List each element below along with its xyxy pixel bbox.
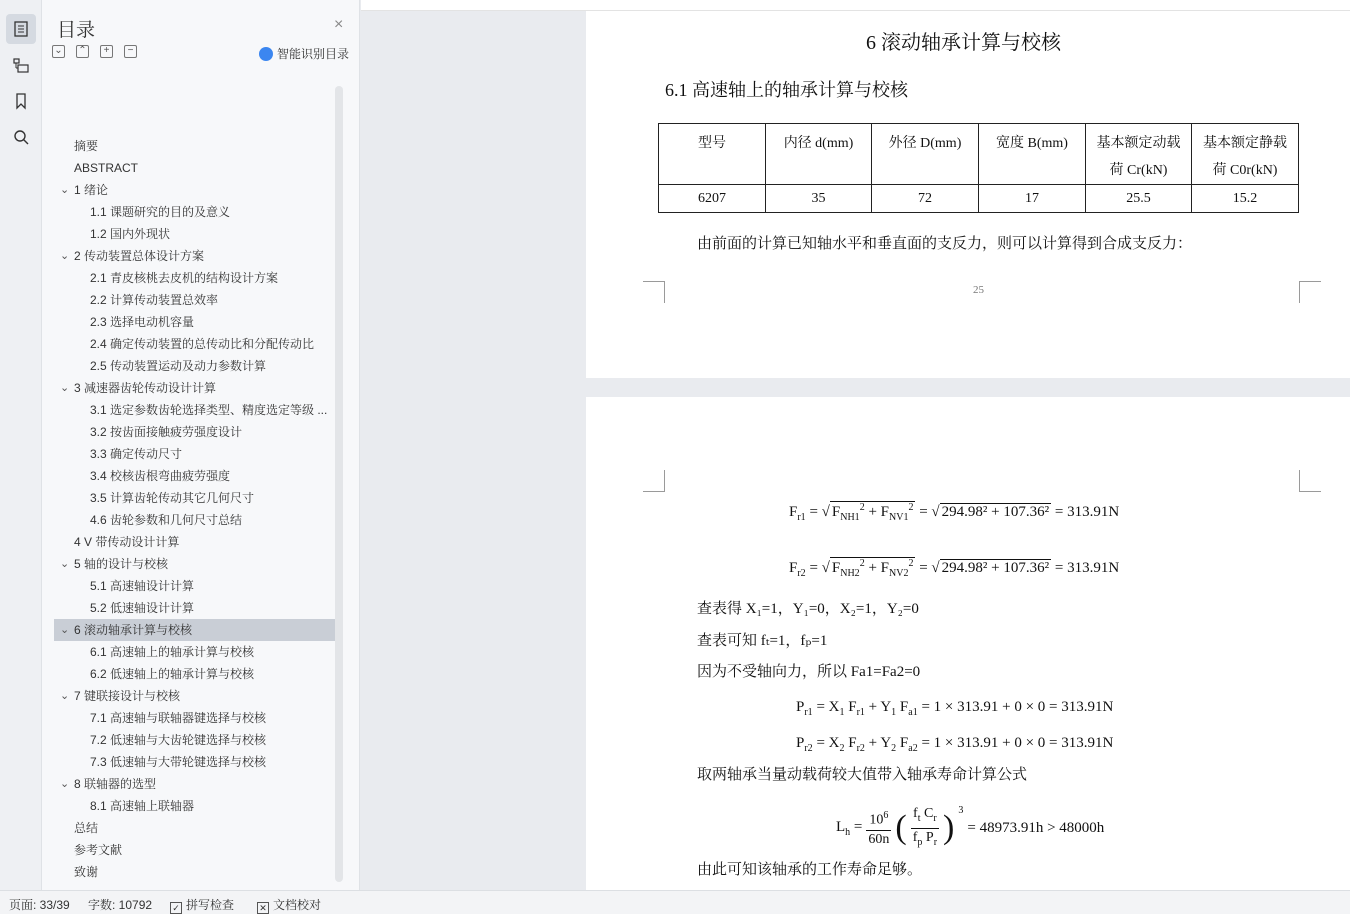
toc-item-label: 7.3 低速轴与大带轮键选择与校核 (90, 755, 267, 769)
toc-item[interactable] (54, 223, 335, 245)
page-number: 25 (973, 284, 984, 296)
chevron-down-icon[interactable]: ⌄ (60, 690, 70, 702)
outline-icon[interactable] (6, 50, 36, 80)
toc-item[interactable] (54, 399, 335, 421)
equation-life: $L_h$ = $\frac{10^6}{60n}$ ( $f_t$ $C_r$ $f_p$ $P_r$ ) $^3$ = 48973.91h > 48000h (836, 805, 1104, 852)
toc-item-label: 1 绪论 (74, 183, 109, 197)
toc-item[interactable] (54, 311, 335, 333)
toc-item-label: 2.1 青皮核桃去皮机的结构设计方案 (90, 271, 279, 285)
document-view (361, 0, 1350, 890)
toc-item[interactable] (54, 157, 335, 179)
bearing-table (658, 123, 1299, 213)
chevron-down-icon[interactable]: ⌄ (60, 184, 70, 196)
toc-item-label: 2.5 传动装置运动及动力参数计算 (90, 359, 267, 373)
page-26 (586, 397, 1350, 890)
toc-item-label: 7.1 高速轴与联轴器键选择与校核 (90, 711, 267, 725)
table-header: 外径 D(mm) (872, 124, 979, 185)
chevron-down-icon[interactable]: ⌄ (60, 624, 70, 636)
paragraph: 由前面的计算已知轴水平和垂直面的支反力，则可以计算得到合成支反力： (697, 235, 1193, 252)
equation-result: = 48973.91h > 48000h (967, 819, 1105, 836)
word-count[interactable]: 字数: 10792 (88, 898, 153, 912)
table-cell: 6207 (659, 185, 766, 213)
toc-list (54, 135, 335, 883)
toc-item[interactable] (54, 355, 335, 377)
equation-numbers: 294.98² + 107.36² (941, 504, 1050, 520)
paragraph: 由此可知该轴承的工作寿命足够。 (697, 862, 923, 878)
page-corner-mark (643, 470, 665, 492)
toc-item-label: 3.3 确定传动尺寸 (90, 447, 183, 461)
page-corner-mark (1299, 281, 1321, 303)
toc-item-label: 致谢 (74, 865, 99, 879)
page-indicator[interactable]: 页面: 33/39 (9, 898, 70, 912)
toc-item-label: 6.2 低速轴上的轴承计算与校核 (90, 667, 255, 681)
equation-pr2: $P_{r2} = X_2$ $F_{r2} + Y_2$ $F_{a2} = 1 \times 313.91 + 0 \times 0 = 313.91N$ (796, 735, 1114, 754)
collapse-all-icon[interactable]: ⌄ (52, 45, 65, 58)
toc-item[interactable] (54, 421, 335, 443)
toc-item-label: 2.4 确定传动装置的总传动比和分配传动比 (90, 337, 315, 351)
toc-item-label: 7 键联接设计与校核 (74, 689, 181, 703)
toc-item[interactable] (54, 465, 335, 487)
table-header: 宽度 B(mm) (979, 124, 1086, 185)
table-cell: 17 (979, 185, 1086, 213)
toc-item[interactable] (54, 289, 335, 311)
proofread-button[interactable] (257, 896, 321, 914)
toc-item-label: 2 传动装置总体设计方案 (74, 249, 205, 263)
toc-item-label: 3.2 按齿面接触疲劳强度设计 (90, 425, 243, 439)
toc-item[interactable] (54, 135, 335, 157)
toc-item-label: 参考文献 (74, 843, 123, 857)
equation-result: = 313.91N (1054, 504, 1120, 520)
toc-item-label: ABSTRACT (74, 161, 139, 175)
table-cell: 25.5 (1086, 185, 1192, 213)
smart-toc-button[interactable] (259, 45, 349, 62)
table-cell: 15.2 (1192, 185, 1299, 213)
equation-fr1: $F_{r1}$ = √ $F_{NH1}^2 + F_{NV1}^2$ = √ 294.98² + 107.36² = 313.91N (789, 502, 1120, 523)
remove-heading-icon[interactable]: − (124, 45, 137, 58)
spell-check-button[interactable] (170, 896, 234, 914)
toc-item-label: 5.1 高速轴设计计算 (90, 579, 195, 593)
previous-page-edge (361, 0, 1350, 11)
chevron-down-icon[interactable]: ⌄ (60, 558, 70, 570)
chevron-down-icon[interactable]: ⌄ (60, 382, 70, 394)
table-header: 型号 (659, 124, 766, 185)
side-rail (0, 0, 42, 890)
toc-panel (42, 0, 360, 890)
page-corner-mark (643, 281, 665, 303)
toc-item-label: 1.1 课题研究的目的及意义 (90, 205, 231, 219)
toc-item[interactable] (54, 509, 335, 531)
toc-item-label: 7.2 低速轴与大齿轮键选择与校核 (90, 733, 267, 747)
toc-title: 目录 (57, 20, 96, 41)
check-icon: ✓ (170, 902, 182, 914)
status-bar (0, 890, 1350, 914)
search-icon[interactable] (6, 122, 36, 152)
toc-item-label: 2.3 选择电动机容量 (90, 315, 195, 329)
equation-result: = 313.91N (1054, 560, 1120, 576)
toc-item[interactable] (54, 179, 335, 201)
toc-item[interactable] (54, 707, 335, 729)
toc-item-label: 5.2 低速轴设计计算 (90, 601, 195, 615)
equation-pr1: $P_{r1} = X_1$ $F_{r1} + Y_1$ $F_{a1} = 1 \times 313.91 + 0 \times 0 = 313.91N$ (796, 699, 1114, 718)
proofread-label: 文档校对 (273, 898, 322, 912)
chevron-down-icon[interactable]: ⌄ (60, 250, 70, 262)
paragraph: 取两轴承当量动载荷较大值带入轴承寿命计算公式 (697, 767, 1028, 783)
page-25 (586, 11, 1350, 378)
equation-result: = 1 × 313.91 + 0 × 0 = 313.91N (921, 699, 1114, 715)
toc-item-label: 3.5 计算齿轮传动其它几何尺寸 (90, 491, 255, 505)
smart-toc-label: 智能识别目录 (277, 47, 350, 61)
toc-item-label: 5 轴的设计与校核 (74, 557, 169, 571)
toc-item[interactable] (54, 619, 335, 641)
toc-item[interactable] (54, 641, 335, 663)
toc-item[interactable] (54, 773, 335, 795)
toc-item[interactable] (54, 663, 335, 685)
toc-item-label: 3.4 校核齿根弯曲疲劳强度 (90, 469, 231, 483)
paragraph: 查表得 X₁=1，Y₁=0，X₂=1，Y₂=0 (697, 601, 919, 617)
equation-numbers: 294.98² + 107.36² (941, 560, 1050, 576)
close-icon[interactable]: × (334, 16, 344, 33)
toc-item-label: 总结 (74, 821, 99, 835)
toc-item[interactable] (54, 333, 335, 355)
table-header: 基本额定静载荷 C0r(kN) (1192, 124, 1299, 185)
equation-fr2: $F_{r2}$ = √ $F_{NH2}^2 + F_{NV2}^2$ = √ 294.98² + 107.36² = 313.91N (789, 558, 1120, 579)
toc-item-label: 4 V 带传动设计计算 (74, 535, 180, 549)
toc-item[interactable] (54, 267, 335, 289)
table-header: 基本额定动载荷 Cr(kN) (1086, 124, 1192, 185)
toc-item[interactable] (54, 861, 335, 883)
section-heading: 6.1 高速轴上的轴承计算与校核 (665, 80, 908, 100)
toc-item[interactable] (54, 245, 335, 267)
toc-item[interactable] (54, 817, 335, 839)
paragraph: 因为不受轴向力，所以 Fa1=Fa2=0 (697, 664, 921, 680)
toc-item[interactable] (54, 201, 335, 223)
toc-item-label: 2.2 计算传动装置总效率 (90, 293, 219, 307)
table-cell: 72 (872, 185, 979, 213)
smart-toc-icon (259, 47, 273, 61)
toc-item[interactable] (54, 553, 335, 575)
toc-item-label: 8 联轴器的选型 (74, 777, 157, 791)
toc-item[interactable] (54, 575, 335, 597)
equation-result: = 1 × 313.91 + 0 × 0 = 313.91N (921, 735, 1114, 751)
chevron-down-icon[interactable]: ⌄ (60, 778, 70, 790)
proof-icon: ✕ (257, 902, 269, 914)
toc-item[interactable] (54, 443, 335, 465)
toc-item[interactable] (54, 487, 335, 509)
toc-panel-icon[interactable] (6, 14, 36, 44)
toc-item-label: 摘要 (74, 139, 99, 153)
paragraph: 查表可知 fₜ=1，fₚ=1 (697, 633, 828, 649)
toc-item[interactable] (54, 597, 335, 619)
toc-item-label: 4.6 齿轮参数和几何尺寸总结 (90, 513, 243, 527)
toc-item-label: 1.2 国内外现状 (90, 227, 171, 241)
table-cell: 35 (766, 185, 872, 213)
toc-item[interactable] (54, 531, 335, 553)
toc-item[interactable] (54, 751, 335, 773)
toc-item-label: 3.1 选定参数齿轮选择类型、精度选定等级 ... (90, 403, 328, 417)
chapter-heading: 6 滚动轴承计算与校核 (866, 32, 1061, 54)
bookmark-icon[interactable] (6, 86, 36, 116)
expand-up-icon[interactable]: ⌃ (76, 45, 89, 58)
toc-item-label: 3 减速器齿轮传动设计计算 (74, 381, 217, 395)
toc-item-label: 6.1 高速轴上的轴承计算与校核 (90, 645, 255, 659)
table-header: 内径 d(mm) (766, 124, 872, 185)
toc-item[interactable] (54, 729, 335, 751)
toc-item-label: 8.1 高速轴上联轴器 (90, 799, 195, 813)
toc-item[interactable] (54, 377, 335, 399)
page-corner-mark (1299, 470, 1321, 492)
add-heading-icon[interactable]: + (100, 45, 113, 58)
spell-check-label: 拼写检查 (186, 898, 235, 912)
toc-item[interactable] (54, 795, 335, 817)
toc-scrollbar[interactable] (335, 86, 343, 882)
toc-item-label: 6 滚动轴承计算与校核 (74, 623, 193, 637)
toc-item[interactable] (54, 839, 335, 861)
toc-item[interactable] (54, 685, 335, 707)
